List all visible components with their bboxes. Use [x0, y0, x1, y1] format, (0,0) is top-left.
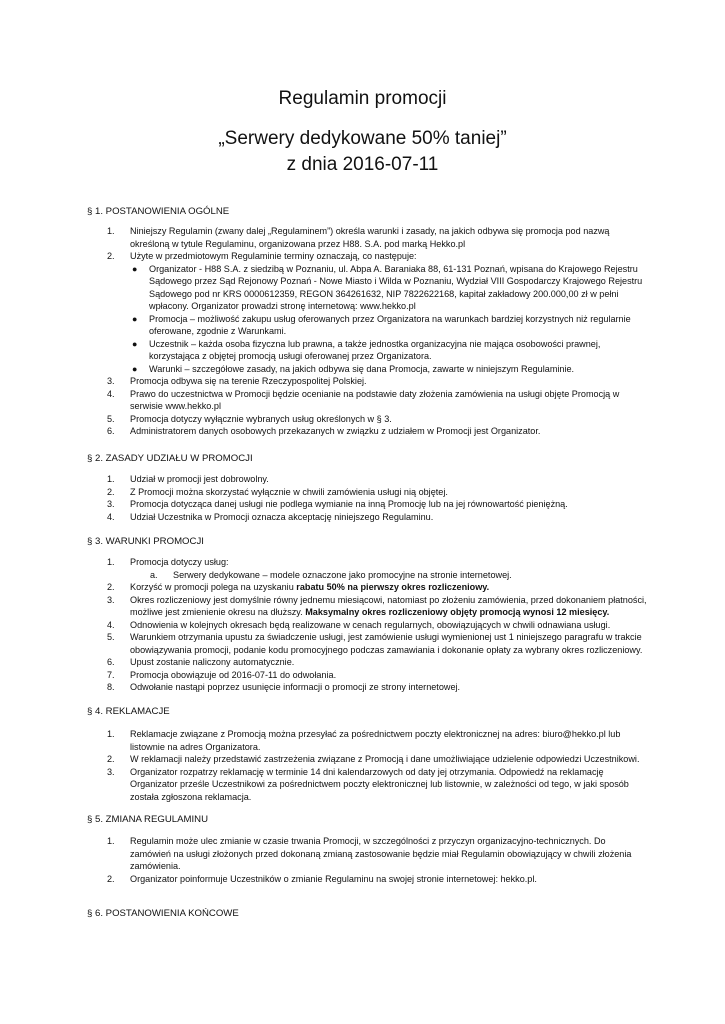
bullet-icon: ● [132, 313, 138, 324]
bullet-icon: ● [132, 363, 138, 374]
list-item: 1. Udział w promocji jest dobrowolny. [107, 474, 269, 484]
section-1-heading: § 1. POSTANOWIENIA OGÓLNE [87, 206, 230, 217]
bullet-item: ● Organizator - H88 S.A. z siedzibą w Poznaniu, ul. Abpa A. Baraniaka 88, 61-131 Poznań, wpisana do Krajowego Rejestru Sądowego przez Sąd Rejonowy Poznań - Nowe Miasto i Wilda w Poznaniu, Wydział VIII Gospodarczy Krajowego Rejestru Sądowego pod nr KRS 0000612359, REGON 364261632, NIP 7822622168, kapitał zakładowy 200.000,00 zł w pełni wpłacony. Organizator prowadzi stronę internetową: www.hekko.pl [132, 263, 643, 311]
list-item: 2. Użyte w przedmiotowym Regulaminie terminy oznaczają, co następuje: ● Organizator - H88 S.A. z siedzibą w Poznaniu, ul. Abpa A. Baraniaka 88, 61-131 Poznań, wpisana do Krajowego Rejestru Sądowego przez Sąd Rejonowy Poznań - Nowe Miasto i Wilda w Poznaniu, Wydział VIII Gospodarczy Krajowego Rejestru Sądowego pod nr KRS 0000612359, REGON 364261632, NIP 7822622168, kapitał zakładowy 200.000,00 zł w pełni wpłacony. Organizator prowadzi stronę internetową: www.hekko.pl ● Promocja – możliwość zakupu usług oferowanych przez Organizatora na warunkach bardziej korzystnych niż regularnie oferowane, zgodnie z Warunkami. ● Uczestnik – każda osoba fizyczna lub prawna, a także jednostka organizacyjna nie mająca osobowości prawnej, korzystająca z objętej promocją usługi oferowanej przez Organizatora. ● Warunki – szczegółowe zasady, na jakich odbywa się dana Promocja, zawarte w niniejszym Regulaminie. [87, 250, 647, 375]
section-4-heading: § 4. REKLAMACJE [87, 706, 170, 717]
document-title [0, 86, 725, 178]
bullet-item: ● Warunki – szczegółowe zasady, na jakich odbywa się dana Promocja, zawarte w niniejszym Regulaminie. [132, 363, 575, 374]
list-item: 4. Prawo do uczestnictwa w Promocji będzie ocenianie na podstawie daty złożenia zamówienia na usługi objęte Promocją w serwisie www.hekko.pl [107, 388, 620, 411]
section-5-heading: § 5. ZMIANA REGULAMINU [87, 814, 209, 825]
list-item: 6. Administratorem danych osobowych przekazanych w związku z udziałem w Promocji jest Organizator. [107, 426, 541, 436]
sub-item: a. Serwery dedykowane – modele oznaczone jako promocyjne na stronie internetowej. [150, 569, 512, 580]
section-5-body [87, 835, 647, 885]
list-item: 3. Okres rozliczeniowy jest domyślnie równy jednemu miesiącowi, natomiast po złożeniu zamówienia, przed dokonaniem płatności, możliwe jest zmienienie okresu na dłuższy. Maksymalny okres rozliczeniowy objęty promocją wynosi 12 miesięcy. [107, 594, 647, 617]
section-1-body [87, 225, 647, 438]
list-item: 2. Korzyść w promocji polega na uzyskaniu rabatu 50% na pierwszy okres rozliczeniowy. [107, 582, 490, 592]
bullet-item: ● Promocja – możliwość zakupu usług oferowanych przez Organizatora na warunkach bardziej korzystnych niż regularnie oferowane, zgodnie z Warunkami. [132, 313, 631, 336]
list-item: 1. Reklamacje związane z Promocją można przesyłać za pośrednictwem poczty elektronicznej na adres: biuro@hekko.pl lub listownie na adres Organizatora. [107, 729, 621, 752]
section-3-body [87, 556, 647, 694]
list-item: 1. Regulamin może ulec zmianie w czasie trwania Promocji, w szczególności z przyczyn organizacyjno-technicznych. Do zamówień na usługi złożonych przed dokonaną zmianą zastosowanie będzie miał Regulamin obowiązujący w chwili złożenia zamówienia. [107, 836, 632, 871]
bullet-icon: ● [132, 338, 138, 349]
bold-text: Maksymalny okres rozliczeniowy objęty promocją wynosi 12 miesięcy. [305, 607, 610, 617]
list-item: 4. Udział Uczestnika w Promocji oznacza akceptację niniejszego Regulaminu. [107, 511, 434, 522]
section-2-body [87, 473, 647, 523]
list-item: 3. Organizator rozpatrzy reklamację w terminie 14 dni kalendarzowych od daty jej otrzymania. Odpowiedź na reklamację Organizator prześle Uczestnikowi za pośrednictwem poczty elektronicznej lub listownie, w zależności od tego, w jaki sposób została zgłoszona reklamacja. [107, 766, 629, 802]
section-4-body [87, 728, 647, 803]
list-item: 8. Odwołanie nastąpi poprzez usunięcie informacji o promocji ze strony internetowej. [107, 682, 461, 692]
list-item: 1. Promocja dotyczy usług: a. Serwery dedykowane – modele oznaczone jako promocyjne na stronie internetowej. [87, 556, 647, 581]
list-item: 2. Organizator poinformuje Uczestników o zmianie Regulaminu na swojej stronie internetowej: hekko.pl. [107, 873, 537, 884]
definitions-list [130, 263, 647, 376]
list-item: 3. Promocja dotycząca danej usługi nie podlega wymianie na inną Promocję lub na jej równowartość pieniężną. [107, 499, 568, 509]
section-3-heading: § 3. WARUNKI PROMOCJI [87, 536, 204, 547]
section-2-heading: § 2. ZASADY UDZIAŁU W PROMOCJI [87, 453, 253, 464]
list-item: 3. Promocja odbywa się na terenie Rzeczypospolitej Polskiej. [107, 376, 367, 386]
list-item: 1. Niniejszy Regulamin (zwany dalej „Regulaminem”) określa warunki i zasady, na jakich odbywa się promocja pod nazwą określoną w tytule Regulaminu, organizowana przez H88. S.A. pod marką Hekko.pl [107, 226, 610, 249]
title-line-2: „Serwery dedykowane 50% taniej” [218, 128, 507, 149]
list-item: 5. Warunkiem otrzymania upustu za świadczenie usługi, jest zamówienie usługi wymienionej ust 1 niniejszego paragrafu w trakcie obowiązywania promocji, podanie kodu promocyjnego podczas zamawiania i dokonanie opłaty za wybrany okres rozliczeniowy. [107, 632, 643, 655]
title-line-3: z dnia 2016-07-11 [286, 154, 439, 175]
list-item: 4. Odnowienia w kolejnych okresach będą realizowane w cenach regularnych, obowiązujących w chwili odnawiana usługi. [107, 619, 611, 630]
section-6-heading: § 6. POSTANOWIENIA KOŃCOWE [87, 908, 239, 919]
bullet-item: ● Uczestnik – każda osoba fizyczna lub prawna, a także jednostka organizacyjna nie mająca osobowości prawnej, korzystająca z objętej promocją usługi oferowanej przez Organizatora. [132, 338, 601, 361]
bold-text: rabatu 50% na pierwszy okres rozliczeniowy. [296, 582, 490, 592]
title-line-1: Regulamin promocji [278, 88, 447, 109]
list-item: 6. Upust zostanie naliczony automatycznie. [107, 657, 295, 667]
list-item: 7. Promocja obowiązuje od 2016-07-11 do odwołania. [107, 669, 337, 680]
bullet-icon: ● [132, 263, 138, 274]
list-item: 2. W reklamacji należy przedstawić zastrzeżenia związane z Promocją i dane umożliwiające udzielenie odpowiedzi Uczestnikowi. [107, 754, 640, 764]
list-item: 5. Promocja dotyczy wyłącznie wybranych usług określonych w § 3. [107, 413, 392, 424]
list-item: 2. Z Promocji można skorzystać wyłącznie w chwili zamówienia usługi nią objętej. [107, 486, 448, 497]
